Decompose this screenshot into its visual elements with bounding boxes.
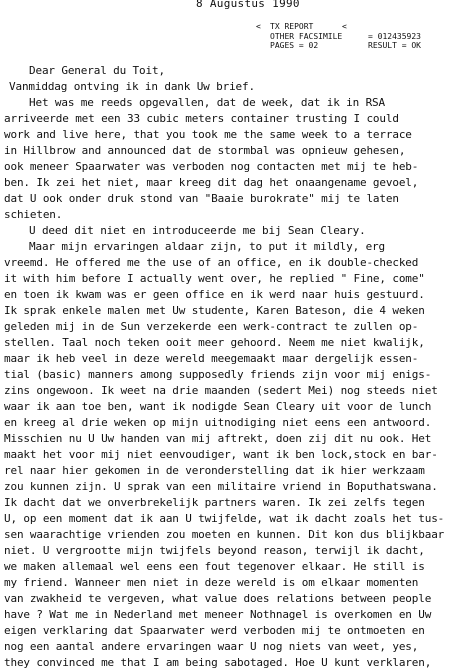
letter-line: en kreeg al drie weken op mijn uitnodiging niet eens een antwoord. (4, 416, 432, 429)
letter-date: 8 Augustus 1990 (196, 0, 300, 10)
letter-line: van zwakheid te vergeven, what value does relations between people (4, 592, 432, 605)
letter-line: maakt het voor mij niet eenvoudiger, want ik ben lock,stock en bar- (4, 448, 438, 461)
letter-line: they convinced me that I am being sabotaged. Hoe U kunt verklaren, (4, 656, 432, 669)
letter-line: en toen ik kwam was er geen office en ik werd naar huis gestuurd. (4, 288, 425, 301)
letter-line: vreemd. He offered me the use of an office, en ik double-checked (4, 256, 419, 269)
letter-line: in Hillbrow and announced dat de stormbal was opnieuw gehesen, (4, 144, 406, 157)
letter-line: rel naar hier gekomen in de veronderstelling dat ik hier werkzaam (4, 464, 425, 477)
letter-line: eigen verklaring dat Spaarwater werd verboden mij te ontmoeten en (4, 624, 425, 637)
tx-report-title-suffix: < (342, 22, 347, 31)
tx-report-label: PAGES = 02 (270, 41, 319, 50)
tx-report-title-row (256, 22, 446, 32)
letter-line: Ik sprak enkele malen met Uw studente, Karen Bateson, die 4 weken (4, 304, 425, 317)
letter-line: ook meneer Spaarwater was verboden nog contacten met mij te heb- (4, 160, 419, 173)
letter-line: my friend. Wanneer men niet in deze wereld is om elkaar momenten (4, 576, 419, 589)
letter-line: ben. Ik zei het niet, maar kreeg dit dag het onaangename gevoel, (4, 176, 419, 189)
letter-line: schieten. (4, 208, 63, 221)
tx-report-title: TX REPORT (270, 22, 314, 31)
tx-report-stamp (256, 22, 446, 51)
letter-line: stellen. Taal noch teken ooit meer gehoord. Neem me niet kwalijk, (4, 336, 425, 349)
letter-line: work and live here, that you took me the same week to a terrace (4, 128, 412, 141)
tx-report-row (256, 41, 446, 51)
letter-line: zins ongewoon. Ik weet na drie maanden (sedert Mei) nog steeds niet (4, 384, 438, 397)
letter-line: Vanmiddag ontving ik in dank Uw brief. (9, 80, 255, 93)
tx-report-label: OTHER FACSIMILE (270, 31, 343, 41)
letter-line: tial (basic) manners among supposedly friends zijn voor mij enigs- (4, 368, 432, 381)
letter-line: U, op een moment dat ik aan U twijfelde, wat ik dacht zoals het tus- (4, 512, 445, 525)
letter-line: nog een aantal andere ervaringen waar U nog niets van weet, yes, (4, 640, 419, 653)
tx-report-value: = 012435923 (368, 31, 421, 41)
letter-line: Maar mijn ervaringen aldaar zijn, to put it mildly, erg (29, 240, 385, 253)
letter-line: Ik dacht dat we onverbrekelijk partners waren. Ik zei zelfs tegen (4, 496, 425, 509)
letter-line: U deed dit niet en introduceerde me bij Sean Cleary. (29, 224, 366, 237)
letter-line: arriveerde met een 33 cubic meters container trusting I could (4, 112, 399, 125)
letter-line: have ? Wat me in Nederland met meneer Nothnagel is overkomen en Uw (4, 608, 432, 621)
letter-line: geleden mij in de Sun verzekerde een werk-contract te zullen op- (4, 320, 419, 333)
letter-line: niet. U vergrootte mijn twijfels beyond reason, terwijl ik dacht, (4, 544, 425, 557)
letter-line: Dear General du Toit, (29, 64, 165, 77)
letter-line: Het was me reeds opgevallen, dat de week, dat ik in RSA (29, 96, 385, 109)
letter-line: maar ik heb veel in deze wereld meegemaakt maar dergelijk essen- (4, 352, 419, 365)
letter-line: we maken allemaal wel eens een fout tegenover elkaar. He still is (4, 560, 425, 573)
letter-line: it with him before I actually went over, he replied " Fine, come" (4, 272, 425, 285)
letter-line: zou kunnen zijn. U sprak van een militaire vriend in Boputhatswana. (4, 480, 438, 493)
letter-line: sen waarachtige vrienden zou moeten en kunnen. Dit kon dus blijkbaar (4, 528, 445, 541)
letter-line: dat U ook onder druk stond van "Baaie burokrate" mij te laten (4, 192, 399, 205)
tx-report-row (256, 32, 446, 42)
letter-line: waar ik aan toe ben, want ik nodigde Sean Cleary uit voor de lunch (4, 400, 432, 413)
tx-report-value: RESULT = OK (368, 41, 421, 50)
tx-report-marker: < (256, 22, 261, 31)
letter-line: Misschien nu U Uw handen van mij aftrekt, doen zij dit nu ook. Het (4, 432, 432, 445)
